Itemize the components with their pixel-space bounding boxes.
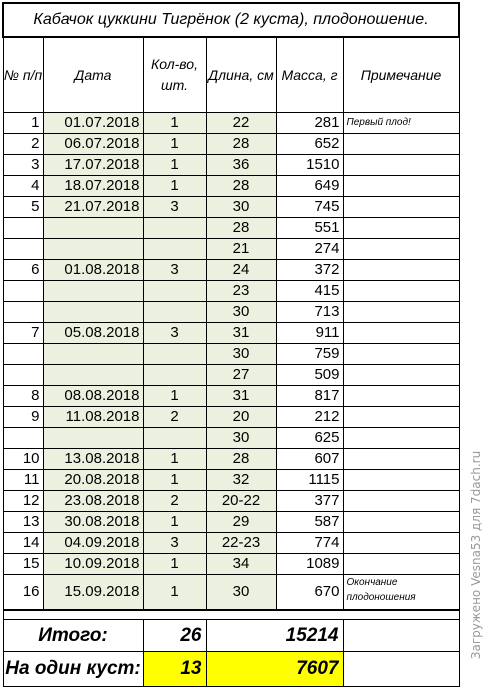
table-row [3, 260, 459, 281]
cell-note [343, 470, 459, 491]
cell-note [343, 323, 459, 344]
cell-mass: 1089 [276, 554, 343, 575]
cell-note [343, 533, 459, 554]
table-row [3, 470, 459, 491]
per-bush-label: На один куст: [3, 652, 143, 687]
cell-count: 3 [143, 533, 206, 554]
table-row [3, 407, 459, 428]
cell-mass: 1115 [276, 470, 343, 491]
table-row [3, 155, 459, 176]
watermark [466, 430, 486, 680]
cell-date: 15.09.2018 [43, 575, 143, 611]
cell-note [343, 491, 459, 512]
cell-date: 21.07.2018 [43, 197, 143, 218]
cell-date: 23.08.2018 [43, 491, 143, 512]
title-row [3, 3, 459, 37]
cell-count [143, 302, 206, 323]
cell-mass: 713 [276, 302, 343, 323]
table-row [3, 281, 459, 302]
cell-date: 11.08.2018 [43, 407, 143, 428]
cell-count: 1 [143, 554, 206, 575]
cell-date: 08.08.2018 [43, 386, 143, 407]
cell-count: 3 [143, 197, 206, 218]
header-length: Длина, см [206, 37, 276, 113]
cell-length: 22-23 [206, 533, 276, 554]
cell-note [343, 554, 459, 575]
cell-mass: 670 [276, 575, 343, 611]
cell-mass: 1510 [276, 155, 343, 176]
cell-count: 1 [143, 176, 206, 197]
cell-mass: 509 [276, 365, 343, 386]
cell-mass: 415 [276, 281, 343, 302]
cell-num: 9 [3, 407, 43, 428]
cell-count [143, 281, 206, 302]
cell-note [343, 218, 459, 239]
cell-mass: 281 [276, 113, 343, 134]
cell-mass: 212 [276, 407, 343, 428]
table-row [3, 512, 459, 533]
total-empty [343, 620, 459, 652]
cell-mass: 551 [276, 218, 343, 239]
cell-date: 20.08.2018 [43, 470, 143, 491]
table-row [3, 554, 459, 575]
cell-mass: 607 [276, 449, 343, 470]
cell-num: 7 [3, 323, 43, 344]
cell-count [143, 428, 206, 449]
cell-num: 5 [3, 197, 43, 218]
table-row [3, 533, 459, 554]
cell-num: 12 [3, 491, 43, 512]
cell-length: 31 [206, 323, 276, 344]
cell-num: 3 [3, 155, 43, 176]
cell-count [143, 239, 206, 260]
cell-length: 36 [206, 155, 276, 176]
cell-count: 2 [143, 491, 206, 512]
cell-length: 24 [206, 260, 276, 281]
cell-mass: 759 [276, 344, 343, 365]
cell-num: 16 [3, 575, 43, 611]
table-row [3, 302, 459, 323]
table-row [3, 344, 459, 365]
cell-date: 01.07.2018 [43, 113, 143, 134]
cell-date: 13.08.2018 [43, 449, 143, 470]
cell-num [3, 239, 43, 260]
cell-count: 1 [143, 512, 206, 533]
cell-date [43, 281, 143, 302]
cell-note [343, 239, 459, 260]
cell-note [343, 134, 459, 155]
table-row [3, 239, 459, 260]
cell-mass: 372 [276, 260, 343, 281]
cell-note [343, 386, 459, 407]
cell-length: 27 [206, 365, 276, 386]
cell-count: 1 [143, 134, 206, 155]
table-row [3, 113, 459, 134]
cell-note [343, 512, 459, 533]
cell-num: 6 [3, 260, 43, 281]
cell-date [43, 302, 143, 323]
cell-date: 18.07.2018 [43, 176, 143, 197]
cell-date: 10.09.2018 [43, 554, 143, 575]
table-row [3, 428, 459, 449]
cell-note [343, 197, 459, 218]
cell-count [143, 344, 206, 365]
cell-num [3, 302, 43, 323]
cell-count [143, 365, 206, 386]
cell-length: 28 [206, 449, 276, 470]
cell-mass: 377 [276, 491, 343, 512]
table-row [3, 575, 459, 611]
table-row [3, 323, 459, 344]
cell-mass: 625 [276, 428, 343, 449]
cell-length: 20 [206, 407, 276, 428]
cell-length: 23 [206, 281, 276, 302]
table-row [3, 449, 459, 470]
table-row [3, 491, 459, 512]
cell-num: 15 [3, 554, 43, 575]
cell-num: 11 [3, 470, 43, 491]
header-count: Кол-во, шт. [143, 37, 206, 113]
cell-count: 1 [143, 449, 206, 470]
cell-count: 2 [143, 407, 206, 428]
cell-note [343, 365, 459, 386]
cell-note [343, 407, 459, 428]
cell-length: 32 [206, 470, 276, 491]
cell-date [43, 239, 143, 260]
cell-num [3, 428, 43, 449]
cell-mass: 817 [276, 386, 343, 407]
cell-note [343, 281, 459, 302]
cell-count: 1 [143, 470, 206, 491]
per-bush-empty [343, 652, 459, 687]
per-bush-mass: 7607 [206, 652, 343, 687]
cell-length: 20-22 [206, 491, 276, 512]
cell-num [3, 344, 43, 365]
harvest-table [2, 2, 460, 687]
cell-num: 1 [3, 113, 43, 134]
cell-mass: 911 [276, 323, 343, 344]
total-row [3, 620, 459, 652]
cell-length: 21 [206, 239, 276, 260]
cell-num [3, 281, 43, 302]
header-mass: Масса, г [276, 37, 343, 113]
cell-note: Первый плод! [343, 113, 459, 134]
cell-length: 30 [206, 302, 276, 323]
cell-date [43, 344, 143, 365]
cell-length: 30 [206, 197, 276, 218]
cell-num: 2 [3, 134, 43, 155]
cell-num: 14 [3, 533, 43, 554]
table-row [3, 386, 459, 407]
cell-date [43, 428, 143, 449]
cell-mass: 745 [276, 197, 343, 218]
cell-note [343, 449, 459, 470]
cell-note [343, 260, 459, 281]
cell-note [343, 176, 459, 197]
header-note: Примечание [343, 37, 459, 113]
cell-length: 28 [206, 218, 276, 239]
cell-date: 06.07.2018 [43, 134, 143, 155]
cell-length: 30 [206, 575, 276, 611]
per-bush-count: 13 [143, 652, 206, 687]
cell-note [343, 155, 459, 176]
cell-num: 4 [3, 176, 43, 197]
cell-date: 30.08.2018 [43, 512, 143, 533]
cell-mass: 649 [276, 176, 343, 197]
cell-count: 1 [143, 155, 206, 176]
cell-length: 30 [206, 344, 276, 365]
spacer-cell [3, 610, 459, 620]
cell-length: 29 [206, 512, 276, 533]
cell-date [43, 365, 143, 386]
table-row [3, 176, 459, 197]
header-date: Дата [43, 37, 143, 113]
cell-date: 01.08.2018 [43, 260, 143, 281]
header-row [3, 37, 459, 113]
cell-mass: 774 [276, 533, 343, 554]
header-num: № п/п [3, 37, 43, 113]
per-bush-row [3, 652, 459, 687]
cell-note: Окончание плодоношения [343, 575, 459, 611]
table-title: Кабачок цуккини Тигрёнок (2 куста), плодоношение. [3, 3, 459, 37]
cell-count: 1 [143, 575, 206, 611]
total-label: Итого: [3, 620, 143, 652]
cell-count: 1 [143, 113, 206, 134]
cell-note [343, 344, 459, 365]
cell-count: 3 [143, 323, 206, 344]
total-mass: 15214 [206, 620, 343, 652]
cell-length: 30 [206, 428, 276, 449]
cell-num: 8 [3, 386, 43, 407]
cell-date [43, 218, 143, 239]
table-row [3, 197, 459, 218]
cell-length: 22 [206, 113, 276, 134]
cell-num: 13 [3, 512, 43, 533]
spacer-row [3, 610, 459, 620]
cell-date: 04.09.2018 [43, 533, 143, 554]
table-row [3, 365, 459, 386]
cell-date: 05.08.2018 [43, 323, 143, 344]
cell-num [3, 218, 43, 239]
cell-date: 17.07.2018 [43, 155, 143, 176]
cell-mass: 587 [276, 512, 343, 533]
watermark-text: Загружено Vesna53 для 7dach.ru [469, 450, 483, 660]
table-row [3, 218, 459, 239]
cell-length: 31 [206, 386, 276, 407]
cell-length: 28 [206, 176, 276, 197]
cell-count: 3 [143, 260, 206, 281]
cell-count [143, 218, 206, 239]
cell-length: 28 [206, 134, 276, 155]
cell-mass: 274 [276, 239, 343, 260]
table-row [3, 134, 459, 155]
cell-num: 10 [3, 449, 43, 470]
cell-note [343, 302, 459, 323]
cell-num [3, 365, 43, 386]
cell-count: 1 [143, 386, 206, 407]
cell-length: 34 [206, 554, 276, 575]
total-count: 26 [143, 620, 206, 652]
spreadsheet [2, 2, 458, 687]
cell-mass: 652 [276, 134, 343, 155]
cell-note [343, 428, 459, 449]
